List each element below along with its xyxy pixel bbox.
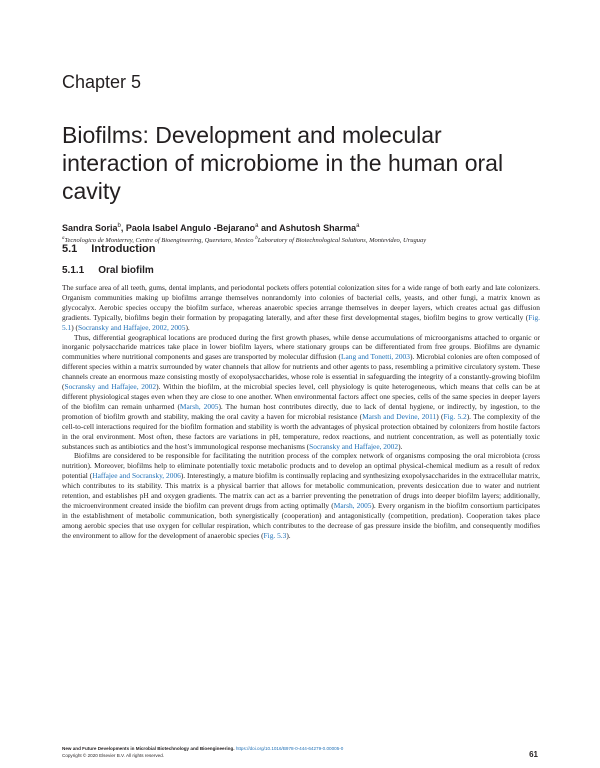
subsection-title: Oral biofilm (98, 265, 154, 276)
paragraph-text: ). Microbial colonies are often composed of different species within a matrix surrounded by water channels that allow for nutrients and other agents to pass, resembling a primitive circulatory system. These channels create an enormous maze consisting mostly of exopolysaccharides, whose role is essential in safeguarding the integrity of a constantly-growing biofilm ( (62, 352, 540, 392)
subsection-heading (62, 265, 154, 276)
author: Ashutosh Sharma (279, 223, 357, 233)
paragraph-text: ). (398, 441, 403, 451)
paragraph-text: ). Every organism in the biofilm consortium participates in the establishment of metabolic communication, both synergistically (cooperation) and antagonistically (competition, predation). Cooperation takes place among aerobic species that use oxygen for cellular respiration, which contributes to the decrease of gas pressure inside the biofilm, and consequently modifies the environment to allow for the development of anaerobic species ( (62, 500, 540, 540)
chapter-title: Biofilms: Development and molecular interaction of microbiome in the human oral cavity (62, 122, 504, 204)
author-affil-marker: a (356, 223, 360, 229)
citation-link[interactable]: Socransky and Haffajee, 2002 (64, 382, 157, 392)
author: Sandra Soria (62, 223, 118, 233)
citation-link[interactable]: Fig. 5.1 (62, 312, 540, 332)
paragraph-text: Biofilms are considered to be responsible for facilitating the nutrition process of the complex network of organisms composing the oral microbiota (cross nutrition). Moreover, biofilms help to eliminate potentially toxic metabolic products and to develop an optimal physical-chemical medium as a result of redox potential ( (62, 451, 540, 481)
citation-link[interactable]: Socransky and Haffajee, 2002, 2005 (78, 322, 186, 332)
citation-link[interactable]: Socransky and Haffajee, 2002 (309, 441, 399, 451)
paragraph-text: ). The human host contributes directly, due to lack of dental hygiene, or indirectly, by ingestion, to the promotion of biofilm growth and stability, making the oral cavity a haven for microbial resistance ( (62, 401, 540, 421)
paragraph-text: ). Within the biofilm, at the microbial species level, cell physiology is quite heterogeneous, which means that cells can be at different physiological stages even when they are close to one another. When environmental factors affect one species, cells of the same species in deeper layers of the biofilm can remain unharmed ( (62, 382, 540, 411)
paragraph-text: ). (185, 322, 190, 332)
paragraph-text: The surface area of all teeth, gums, dental implants, and periodontal pockets offers potential colonization sites for a wide range of both early and late colonizers. Organism communities making up biofilms arrange themselves nonrandomly into colonies of bacterial cells, yeasts, and other fungi, a matrix known as glycocalyx. Aerobic species occupy the biofilm surface, whereas anaerobic species arrange themselves in deeper layers, which creates actual gas diffusion gradients. Typically, biofilms begin their formation by propagating laterally, and after these first developmental stages, biofilm begins to grow vertically ( (62, 283, 540, 322)
body-text (62, 283, 540, 541)
affil-b: Laboratory of Biotechnological Solutions, Montevideo, Uruguay (257, 237, 427, 245)
citation-link[interactable]: Fig. 5.3 (263, 530, 287, 540)
section-heading (62, 243, 155, 255)
affil-a: Tecnologico de Monterrey, Centre of Bioengineering, Queretaro, Mexico (64, 237, 254, 245)
paragraph-text: ). Interestingly, a mature biofilm is continually replacing and synthesizing exopolysaccharides in the extracellular matrix, which contributes to its stability. This matrix is a physical barrier that allows for metabolic communication, prevents desiccation due to water and nutrient retention, and establishes pH and oxygen gradients. The matrix can act as a barrier preventing the penetration of drugs into deeper biofilm layers; additionally, the microenvironment created inside the biofilm can prevent drugs from acting optimally ( (62, 471, 541, 510)
subsection-number: 5.1.1 (62, 265, 85, 276)
author-affil-marker: b (117, 223, 121, 229)
page-footer (62, 745, 540, 759)
paragraph-text: ) ( (436, 411, 444, 421)
affil-marker-b: b (255, 236, 258, 241)
body-paragraph (62, 451, 540, 540)
author-separator: , (120, 223, 126, 233)
author-separator: and (258, 223, 280, 233)
author-affil-marker: a (255, 223, 259, 229)
section-title: Introduction (91, 243, 156, 255)
paragraph-text: Thus, differential geographical locations are produced during the first growth phases, while dense accumulations of microorganisms attached to organic or inorganic polysaccharide matrices take place in lower biofilm layers, where stationary groups can be differentiated from free groups. Biofilms are dynamic communities where nutritional components and gases are transported by molecular diffusion ( (62, 332, 540, 362)
footer-copyright: Copyright © 2020 Elsevier B.V. All rights reserved. (62, 753, 165, 758)
paragraph-text: ). The complexity of the cell-to-cell interactions required for the biofilm formation and stability is worth the advantages of physical protection obtained by colonizers from hostile factors in the oral environment. Most often, these factors are variations in pH, temperature, redox reactions, and nutrient concentration, as well as potentially toxic substances such as antibiotics and the host’s immunological response mechanisms ( (62, 411, 540, 451)
author-list (62, 223, 542, 233)
footer-book-title: New and Future Developments in Microbial Biotechnology and Bioengineering. (62, 746, 235, 751)
citation-link[interactable]: Haffajee and Socransky, 2006 (92, 471, 181, 481)
citation-link[interactable]: Lang and Tonetti, 2003 (340, 352, 410, 362)
citation-link[interactable]: Marsh, 2005 (179, 401, 219, 411)
paragraph-text: ) ( (71, 322, 79, 332)
chapter-label: Chapter 5 (62, 72, 142, 92)
citation-link[interactable]: Marsh, 2005 (333, 500, 372, 510)
footer-doi-link[interactable]: https://doi.org/10.1016/B978-0-444-64279-0.00005-0 (235, 746, 344, 751)
section-number: 5.1 (62, 243, 78, 255)
citation-link[interactable]: Marsh and Devine, 2011 (362, 411, 437, 421)
affil-marker-a: a (62, 236, 65, 241)
author: Paola Isabel Angulo -Bejarano (125, 223, 256, 233)
body-paragraph (62, 333, 540, 452)
page-number: 61 (529, 750, 538, 759)
citation-link[interactable]: Fig. 5.2 (443, 411, 467, 421)
body-paragraph (62, 283, 540, 333)
paragraph-text: ). (286, 530, 291, 540)
